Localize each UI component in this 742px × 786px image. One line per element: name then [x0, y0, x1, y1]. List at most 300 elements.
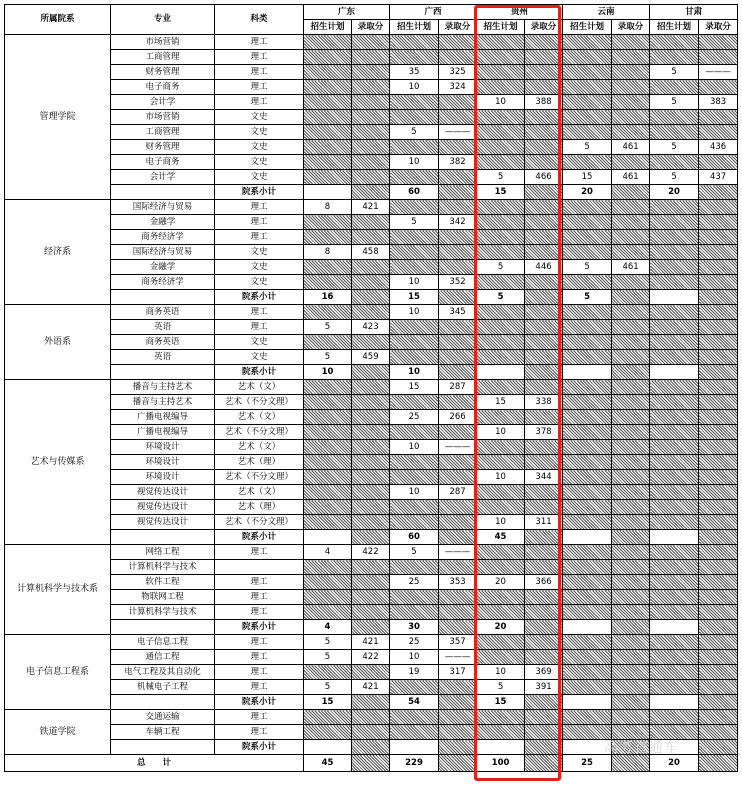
- plan-cell: 10: [390, 440, 439, 455]
- category: 理工: [215, 65, 304, 80]
- major-name: 财务管理: [111, 140, 215, 155]
- score-cell: [699, 155, 738, 170]
- category: 理工: [215, 230, 304, 245]
- plan-cell: [563, 560, 612, 575]
- plan-cell: [650, 545, 699, 560]
- table-row: [5, 590, 738, 605]
- plan-cell: [304, 560, 352, 575]
- major-name: 广播电视编导: [111, 425, 215, 440]
- score-cell: [612, 470, 650, 485]
- score-cell: [699, 80, 738, 95]
- plan-cell: 15: [390, 380, 439, 395]
- score-cell: [525, 320, 563, 335]
- major-name: 播音与主持艺术: [111, 380, 215, 395]
- plan-cell: [650, 245, 699, 260]
- subtotal-value: 5: [477, 290, 525, 305]
- score-cell: 357: [439, 635, 477, 650]
- score-cell: [525, 500, 563, 515]
- score-cell: 345: [439, 305, 477, 320]
- plan-cell: [563, 230, 612, 245]
- category: 理工: [215, 200, 304, 215]
- plan-cell: [390, 560, 439, 575]
- score-cell: [699, 605, 738, 620]
- plan-cell: [650, 335, 699, 350]
- total-score-blank: [699, 755, 738, 772]
- plan-cell: [650, 635, 699, 650]
- score-cell: [612, 545, 650, 560]
- score-cell: [352, 275, 390, 290]
- score-cell: 317: [439, 665, 477, 680]
- subtotal-value: 15: [477, 185, 525, 200]
- score-cell: [525, 155, 563, 170]
- plan-cell: [477, 200, 525, 215]
- header-score: 录取分: [699, 20, 738, 35]
- score-cell: [699, 725, 738, 740]
- score-cell: [699, 485, 738, 500]
- dept-name: 计算机科学与技术系: [5, 545, 111, 635]
- score-cell: [439, 425, 477, 440]
- plan-cell: [304, 65, 352, 80]
- major-name: 计算机科学与技术: [111, 560, 215, 575]
- score-cell: [439, 335, 477, 350]
- header-dept: 所属院系: [5, 5, 111, 35]
- score-cell: [699, 215, 738, 230]
- subtotal-value: 20: [477, 620, 525, 635]
- score-cell: [525, 545, 563, 560]
- major-name: 广播电视编导: [111, 410, 215, 425]
- plan-cell: [477, 335, 525, 350]
- subtotal-value: [650, 695, 699, 710]
- subtotal-score-blank: [525, 365, 563, 380]
- plan-cell: [563, 380, 612, 395]
- subtotal-label: 院系小计: [215, 530, 304, 545]
- subtotal-value: [477, 365, 525, 380]
- major-name: 软件工程: [111, 575, 215, 590]
- score-cell: [525, 710, 563, 725]
- score-cell: 344: [525, 470, 563, 485]
- plan-cell: [304, 80, 352, 95]
- score-cell: [439, 260, 477, 275]
- subtotal-score-blank: [352, 620, 390, 635]
- table-row: [5, 455, 738, 470]
- table-row: [5, 380, 738, 395]
- plan-cell: [477, 125, 525, 140]
- plan-cell: [650, 515, 699, 530]
- plan-cell: [650, 350, 699, 365]
- plan-cell: [304, 575, 352, 590]
- score-cell: [439, 200, 477, 215]
- plan-cell: [650, 380, 699, 395]
- score-cell: [612, 410, 650, 425]
- total-value: 45: [304, 755, 352, 772]
- plan-cell: [563, 65, 612, 80]
- plan-cell: [563, 155, 612, 170]
- subtotal-value: [304, 185, 352, 200]
- score-cell: [525, 485, 563, 500]
- table-row: [5, 605, 738, 620]
- plan-cell: [650, 155, 699, 170]
- plan-cell: [477, 710, 525, 725]
- plan-cell: 5: [304, 635, 352, 650]
- subtotal-score-blank: [439, 695, 477, 710]
- plan-cell: [650, 455, 699, 470]
- score-cell: 391: [525, 680, 563, 695]
- score-cell: 353: [439, 575, 477, 590]
- plan-cell: 5: [304, 680, 352, 695]
- score-cell: 466: [525, 170, 563, 185]
- score-cell: 383: [699, 95, 738, 110]
- plan-cell: [563, 215, 612, 230]
- subtotal-value: 15: [390, 290, 439, 305]
- plan-cell: [477, 485, 525, 500]
- score-cell: [699, 35, 738, 50]
- plan-cell: [304, 170, 352, 185]
- major-name: 视觉传达设计: [111, 485, 215, 500]
- table-row: [5, 395, 738, 410]
- score-cell: 366: [525, 575, 563, 590]
- subtotal-value: 30: [390, 620, 439, 635]
- subtotal-score-blank: [525, 740, 563, 755]
- score-cell: [439, 515, 477, 530]
- category: 艺术（不分文理）: [215, 425, 304, 440]
- score-cell: [699, 650, 738, 665]
- score-cell: 421: [352, 200, 390, 215]
- plan-cell: [304, 515, 352, 530]
- score-cell: 338: [525, 395, 563, 410]
- subtotal-value: 16: [304, 290, 352, 305]
- category: 理工: [215, 305, 304, 320]
- plan-cell: 5: [650, 65, 699, 80]
- score-cell: [525, 275, 563, 290]
- score-cell: [699, 635, 738, 650]
- score-cell: [699, 680, 738, 695]
- table-row: [5, 575, 738, 590]
- score-cell: [352, 590, 390, 605]
- score-cell: [612, 50, 650, 65]
- header-score: 录取分: [352, 20, 390, 35]
- plan-cell: 5: [650, 170, 699, 185]
- category: 理工: [215, 50, 304, 65]
- category: 文史: [215, 335, 304, 350]
- score-cell: [352, 110, 390, 125]
- subtotal-row: [5, 620, 738, 635]
- score-cell: [612, 65, 650, 80]
- subtotal-score-blank: [612, 695, 650, 710]
- category: 理工: [215, 710, 304, 725]
- plan-cell: 10: [477, 665, 525, 680]
- category: 文史: [215, 140, 304, 155]
- score-cell: [525, 350, 563, 365]
- major-name: 网络工程: [111, 545, 215, 560]
- score-cell: [612, 230, 650, 245]
- plan-cell: [304, 665, 352, 680]
- score-cell: [699, 275, 738, 290]
- score-cell: ———: [439, 650, 477, 665]
- score-cell: 461: [612, 140, 650, 155]
- total-label: 总 计: [5, 755, 304, 772]
- plan-cell: 5: [304, 350, 352, 365]
- subtotal-value: 5: [563, 290, 612, 305]
- score-cell: 342: [439, 215, 477, 230]
- score-cell: [525, 590, 563, 605]
- subtotal-score-blank: [612, 185, 650, 200]
- score-cell: 352: [439, 275, 477, 290]
- score-cell: [612, 665, 650, 680]
- score-cell: [439, 605, 477, 620]
- score-cell: 369: [525, 665, 563, 680]
- major-name: 环境设计: [111, 455, 215, 470]
- total-value: 20: [650, 755, 699, 772]
- plan-cell: 19: [390, 665, 439, 680]
- table-row: [5, 515, 738, 530]
- plan-cell: [304, 485, 352, 500]
- major-name: 英语: [111, 320, 215, 335]
- header-score: 录取分: [612, 20, 650, 35]
- subtotal-value: 20: [650, 185, 699, 200]
- plan-cell: [650, 710, 699, 725]
- score-cell: [352, 455, 390, 470]
- plan-cell: [477, 560, 525, 575]
- score-cell: 382: [439, 155, 477, 170]
- header-province-guangdong: 广东: [304, 5, 390, 20]
- plan-cell: [650, 440, 699, 455]
- plan-cell: 4: [304, 545, 352, 560]
- score-cell: [439, 500, 477, 515]
- subtotal-score-blank: [699, 620, 738, 635]
- plan-cell: [390, 725, 439, 740]
- score-cell: [612, 650, 650, 665]
- header-province-guangxi: 广西: [390, 5, 477, 20]
- major-name: 通信工程: [111, 650, 215, 665]
- plan-cell: [304, 455, 352, 470]
- score-cell: [352, 50, 390, 65]
- category: 理工: [215, 575, 304, 590]
- category: 艺术（理）: [215, 500, 304, 515]
- plan-cell: [563, 275, 612, 290]
- subtotal-row: [5, 695, 738, 710]
- score-cell: 423: [352, 320, 390, 335]
- score-cell: [439, 710, 477, 725]
- plan-cell: 10: [477, 515, 525, 530]
- category: 理工: [215, 545, 304, 560]
- subtotal-value: 10: [304, 365, 352, 380]
- plan-cell: [390, 200, 439, 215]
- score-cell: [525, 305, 563, 320]
- table-row: [5, 560, 738, 575]
- plan-cell: [390, 50, 439, 65]
- score-cell: [352, 440, 390, 455]
- subtotal-label: 院系小计: [215, 185, 304, 200]
- score-cell: 266: [439, 410, 477, 425]
- table-row: [5, 545, 738, 560]
- plan-cell: [477, 110, 525, 125]
- plan-cell: 5: [304, 320, 352, 335]
- header-province-yunnan: 云南: [563, 5, 650, 20]
- score-cell: [525, 80, 563, 95]
- plan-cell: [477, 155, 525, 170]
- plan-cell: [563, 470, 612, 485]
- plan-cell: [477, 35, 525, 50]
- score-cell: 287: [439, 380, 477, 395]
- plan-cell: 25: [390, 635, 439, 650]
- plan-cell: [650, 50, 699, 65]
- subtotal-score-blank: [352, 365, 390, 380]
- plan-cell: [304, 605, 352, 620]
- plan-cell: [390, 590, 439, 605]
- category: 文史: [215, 125, 304, 140]
- score-cell: ———: [439, 545, 477, 560]
- score-cell: [699, 515, 738, 530]
- score-cell: 378: [525, 425, 563, 440]
- plan-cell: [563, 455, 612, 470]
- plan-cell: [477, 725, 525, 740]
- plan-cell: [304, 710, 352, 725]
- dept-name: 外语系: [5, 305, 111, 380]
- header-plan: 招生计划: [477, 20, 525, 35]
- score-cell: [352, 500, 390, 515]
- score-cell: [699, 545, 738, 560]
- plan-cell: [650, 665, 699, 680]
- score-cell: [612, 155, 650, 170]
- header-plan: 招生计划: [304, 20, 352, 35]
- category: [215, 560, 304, 575]
- category: 理工: [215, 605, 304, 620]
- table-row: [5, 35, 738, 50]
- subtotal-score-blank: [612, 620, 650, 635]
- table-row: [5, 95, 738, 110]
- plan-cell: [477, 245, 525, 260]
- score-cell: [352, 575, 390, 590]
- subtotal-score-blank: [699, 530, 738, 545]
- category: 艺术（文）: [215, 440, 304, 455]
- plan-cell: [390, 680, 439, 695]
- dept-name: 艺术与传媒系: [5, 380, 111, 545]
- plan-cell: [650, 230, 699, 245]
- subtotal-row: [5, 530, 738, 545]
- plan-cell: [390, 350, 439, 365]
- score-cell: [525, 245, 563, 260]
- plan-cell: [304, 35, 352, 50]
- subtotal-value: 60: [390, 530, 439, 545]
- plan-cell: [390, 605, 439, 620]
- plan-cell: [304, 110, 352, 125]
- subtotal-row: [5, 185, 738, 200]
- watermark: 高考直通车: [604, 740, 679, 756]
- score-cell: [612, 245, 650, 260]
- score-cell: [352, 35, 390, 50]
- plan-cell: [650, 275, 699, 290]
- score-cell: [352, 140, 390, 155]
- score-cell: [699, 245, 738, 260]
- plan-cell: 8: [304, 245, 352, 260]
- table-row: [5, 245, 738, 260]
- score-cell: [439, 590, 477, 605]
- plan-cell: [390, 395, 439, 410]
- header-major: 专业: [111, 5, 215, 35]
- category: 文史: [215, 155, 304, 170]
- score-cell: [439, 245, 477, 260]
- plan-cell: [563, 305, 612, 320]
- plan-cell: [650, 305, 699, 320]
- category: 理工: [215, 635, 304, 650]
- plan-cell: [650, 395, 699, 410]
- score-cell: [439, 470, 477, 485]
- plan-cell: [650, 680, 699, 695]
- plan-cell: 5: [477, 170, 525, 185]
- score-cell: [439, 110, 477, 125]
- score-cell: [699, 410, 738, 425]
- plan-cell: [304, 395, 352, 410]
- table-row: [5, 200, 738, 215]
- score-cell: [612, 485, 650, 500]
- subtotal-blank: [111, 695, 215, 710]
- subtotal-score-blank: [699, 365, 738, 380]
- score-cell: [352, 335, 390, 350]
- table-row: [5, 335, 738, 350]
- score-cell: [352, 470, 390, 485]
- subtotal-score-blank: [439, 365, 477, 380]
- plan-cell: [304, 590, 352, 605]
- plan-cell: [304, 440, 352, 455]
- subtotal-blank: [111, 740, 215, 755]
- category: 艺术（不分文理）: [215, 470, 304, 485]
- plan-cell: [563, 440, 612, 455]
- plan-cell: [650, 410, 699, 425]
- subtotal-value: [304, 530, 352, 545]
- score-cell: [525, 110, 563, 125]
- score-cell: [525, 455, 563, 470]
- score-cell: [439, 230, 477, 245]
- total-score-blank: [612, 755, 650, 772]
- plan-cell: 5: [477, 260, 525, 275]
- category: 文史: [215, 260, 304, 275]
- total-value: 25: [563, 755, 612, 772]
- plan-cell: [650, 650, 699, 665]
- plan-cell: [390, 710, 439, 725]
- score-cell: [439, 95, 477, 110]
- category: 艺术（文）: [215, 410, 304, 425]
- plan-cell: [390, 260, 439, 275]
- dept-name: 铁道学院: [5, 710, 111, 755]
- plan-cell: [390, 110, 439, 125]
- score-cell: [525, 50, 563, 65]
- score-cell: [699, 470, 738, 485]
- plan-cell: [563, 650, 612, 665]
- subtotal-blank: [111, 290, 215, 305]
- admission-table: [4, 4, 738, 772]
- table-row: [5, 65, 738, 80]
- score-cell: [612, 590, 650, 605]
- score-cell: [612, 560, 650, 575]
- plan-cell: [563, 110, 612, 125]
- total-row: [5, 755, 738, 772]
- plan-cell: [304, 275, 352, 290]
- total-value: 229: [390, 755, 439, 772]
- subtotal-value: 45: [477, 530, 525, 545]
- major-name: 金融学: [111, 215, 215, 230]
- score-cell: [352, 95, 390, 110]
- score-cell: 446: [525, 260, 563, 275]
- subtotal-score-blank: [439, 530, 477, 545]
- major-name: 环境设计: [111, 440, 215, 455]
- plan-cell: [304, 425, 352, 440]
- plan-cell: [563, 680, 612, 695]
- major-name: 国际经济与贸易: [111, 245, 215, 260]
- subtotal-score-blank: [699, 740, 738, 755]
- score-cell: [699, 320, 738, 335]
- major-name: 环境设计: [111, 470, 215, 485]
- score-cell: [352, 710, 390, 725]
